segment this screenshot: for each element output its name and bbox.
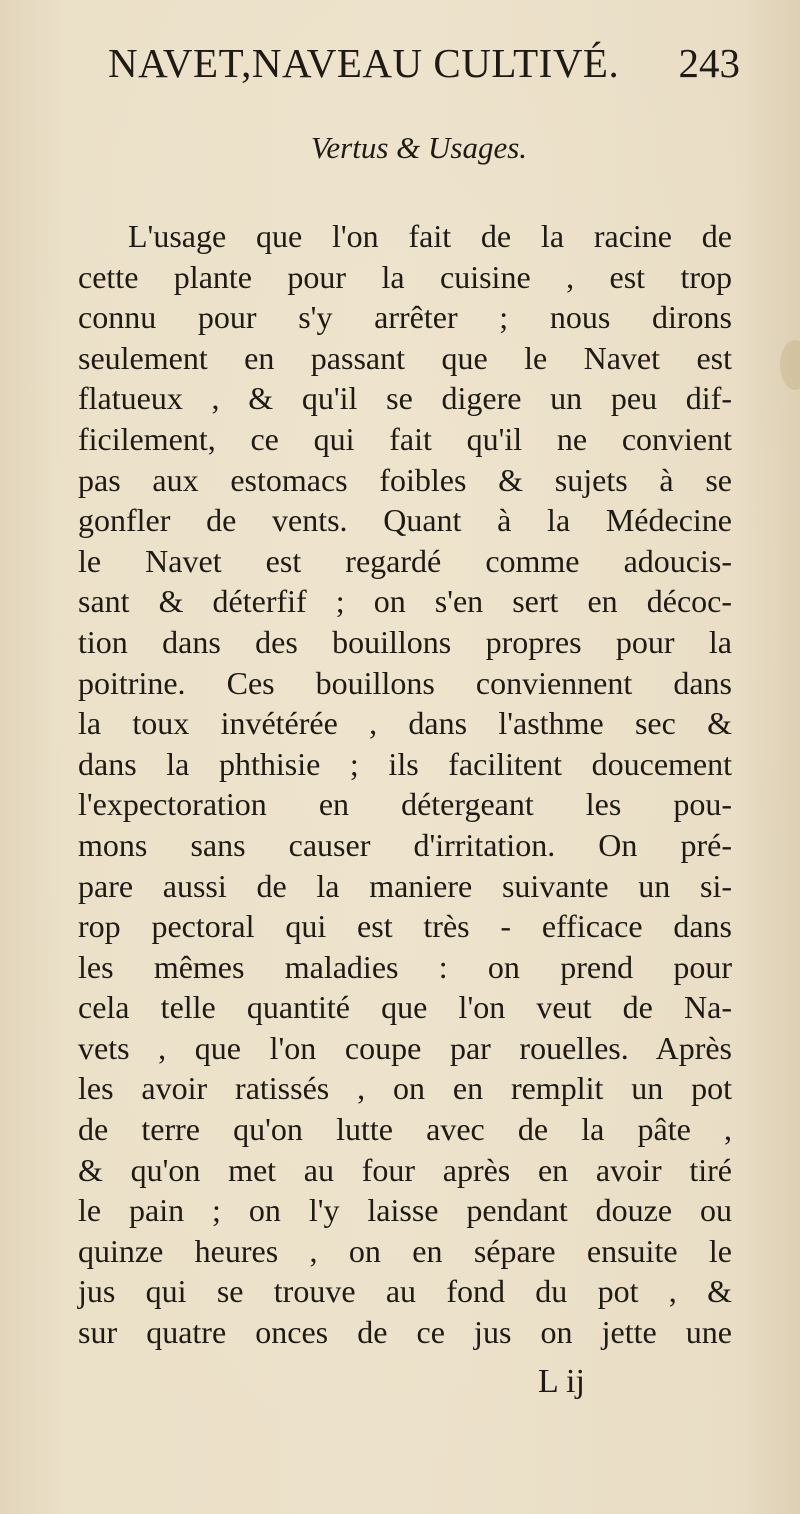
page-number: 243	[678, 40, 740, 86]
signature-mark: L ij	[538, 1363, 585, 1400]
text-line: pare aussi de la maniere suivante un si-	[78, 867, 732, 904]
text-line: l'expectoration en détergeant les pou-	[78, 786, 732, 823]
text-line: dans la phthisie ; ils facilitent doucement	[78, 745, 732, 782]
text-line: flatueux , & qu'il se digere un peu dif-	[78, 380, 732, 417]
text-line: cela telle quantité que l'on veut de Na-	[78, 989, 732, 1026]
text-line: jus qui se trouve au fond du pot , &	[78, 1273, 732, 1310]
text-line: vets , que l'on coupe par rouelles. Après	[78, 1029, 732, 1066]
text-line: le pain ; on l'y laisse pendant douze ou	[78, 1192, 732, 1229]
text-line: de terre qu'on lutte avec de la pâte ,	[78, 1111, 732, 1148]
section-heading: Vertus & Usages.	[310, 130, 528, 165]
running-title: NAVET,NAVEAU CULTIVÉ.	[108, 40, 620, 86]
text-line: L'usage que l'on fait de la racine de	[128, 218, 732, 254]
text-line: connu pour s'y arrêter ; nous dirons	[78, 299, 732, 336]
paper-stain	[780, 340, 800, 390]
text-line: la toux invétérée , dans l'asthme sec &	[78, 705, 732, 742]
text-line: tion dans des bouillons propres pour la	[78, 623, 732, 660]
text-line: les mêmes maladies : on prend pour	[78, 948, 732, 985]
text-line: pas aux estomacs foibles & sujets à se	[78, 461, 732, 498]
text-line: mons sans causer d'irritation. On pré-	[78, 826, 732, 863]
text-line: & qu'on met au four après en avoir tiré	[78, 1151, 732, 1188]
text-line: rop pectoral qui est très - efficace dans	[78, 908, 732, 945]
text-line: sur quatre onces de ce jus on jette une	[78, 1314, 732, 1351]
text-line: quinze heures , on en sépare ensuite le	[78, 1232, 732, 1269]
text-line: seulement en passant que le Navet est	[78, 339, 732, 376]
page-header	[108, 38, 740, 88]
text-line: ficilement, ce qui fait qu'il ne convient	[78, 420, 732, 457]
text-line: poitrine. Ces bouillons conviennent dans	[78, 664, 732, 701]
text-line: gonfler de vents. Quant à la Médecine	[78, 502, 732, 539]
text-line: les avoir ratissés , on en remplit un pot	[78, 1070, 732, 1107]
text-line: sant & déterfif ; on s'en sert en décoc-	[78, 583, 732, 620]
body-text	[78, 216, 732, 1353]
text-line: le Navet est regardé comme adoucis-	[78, 542, 732, 579]
text-line: cette plante pour la cuisine , est trop	[78, 258, 732, 295]
